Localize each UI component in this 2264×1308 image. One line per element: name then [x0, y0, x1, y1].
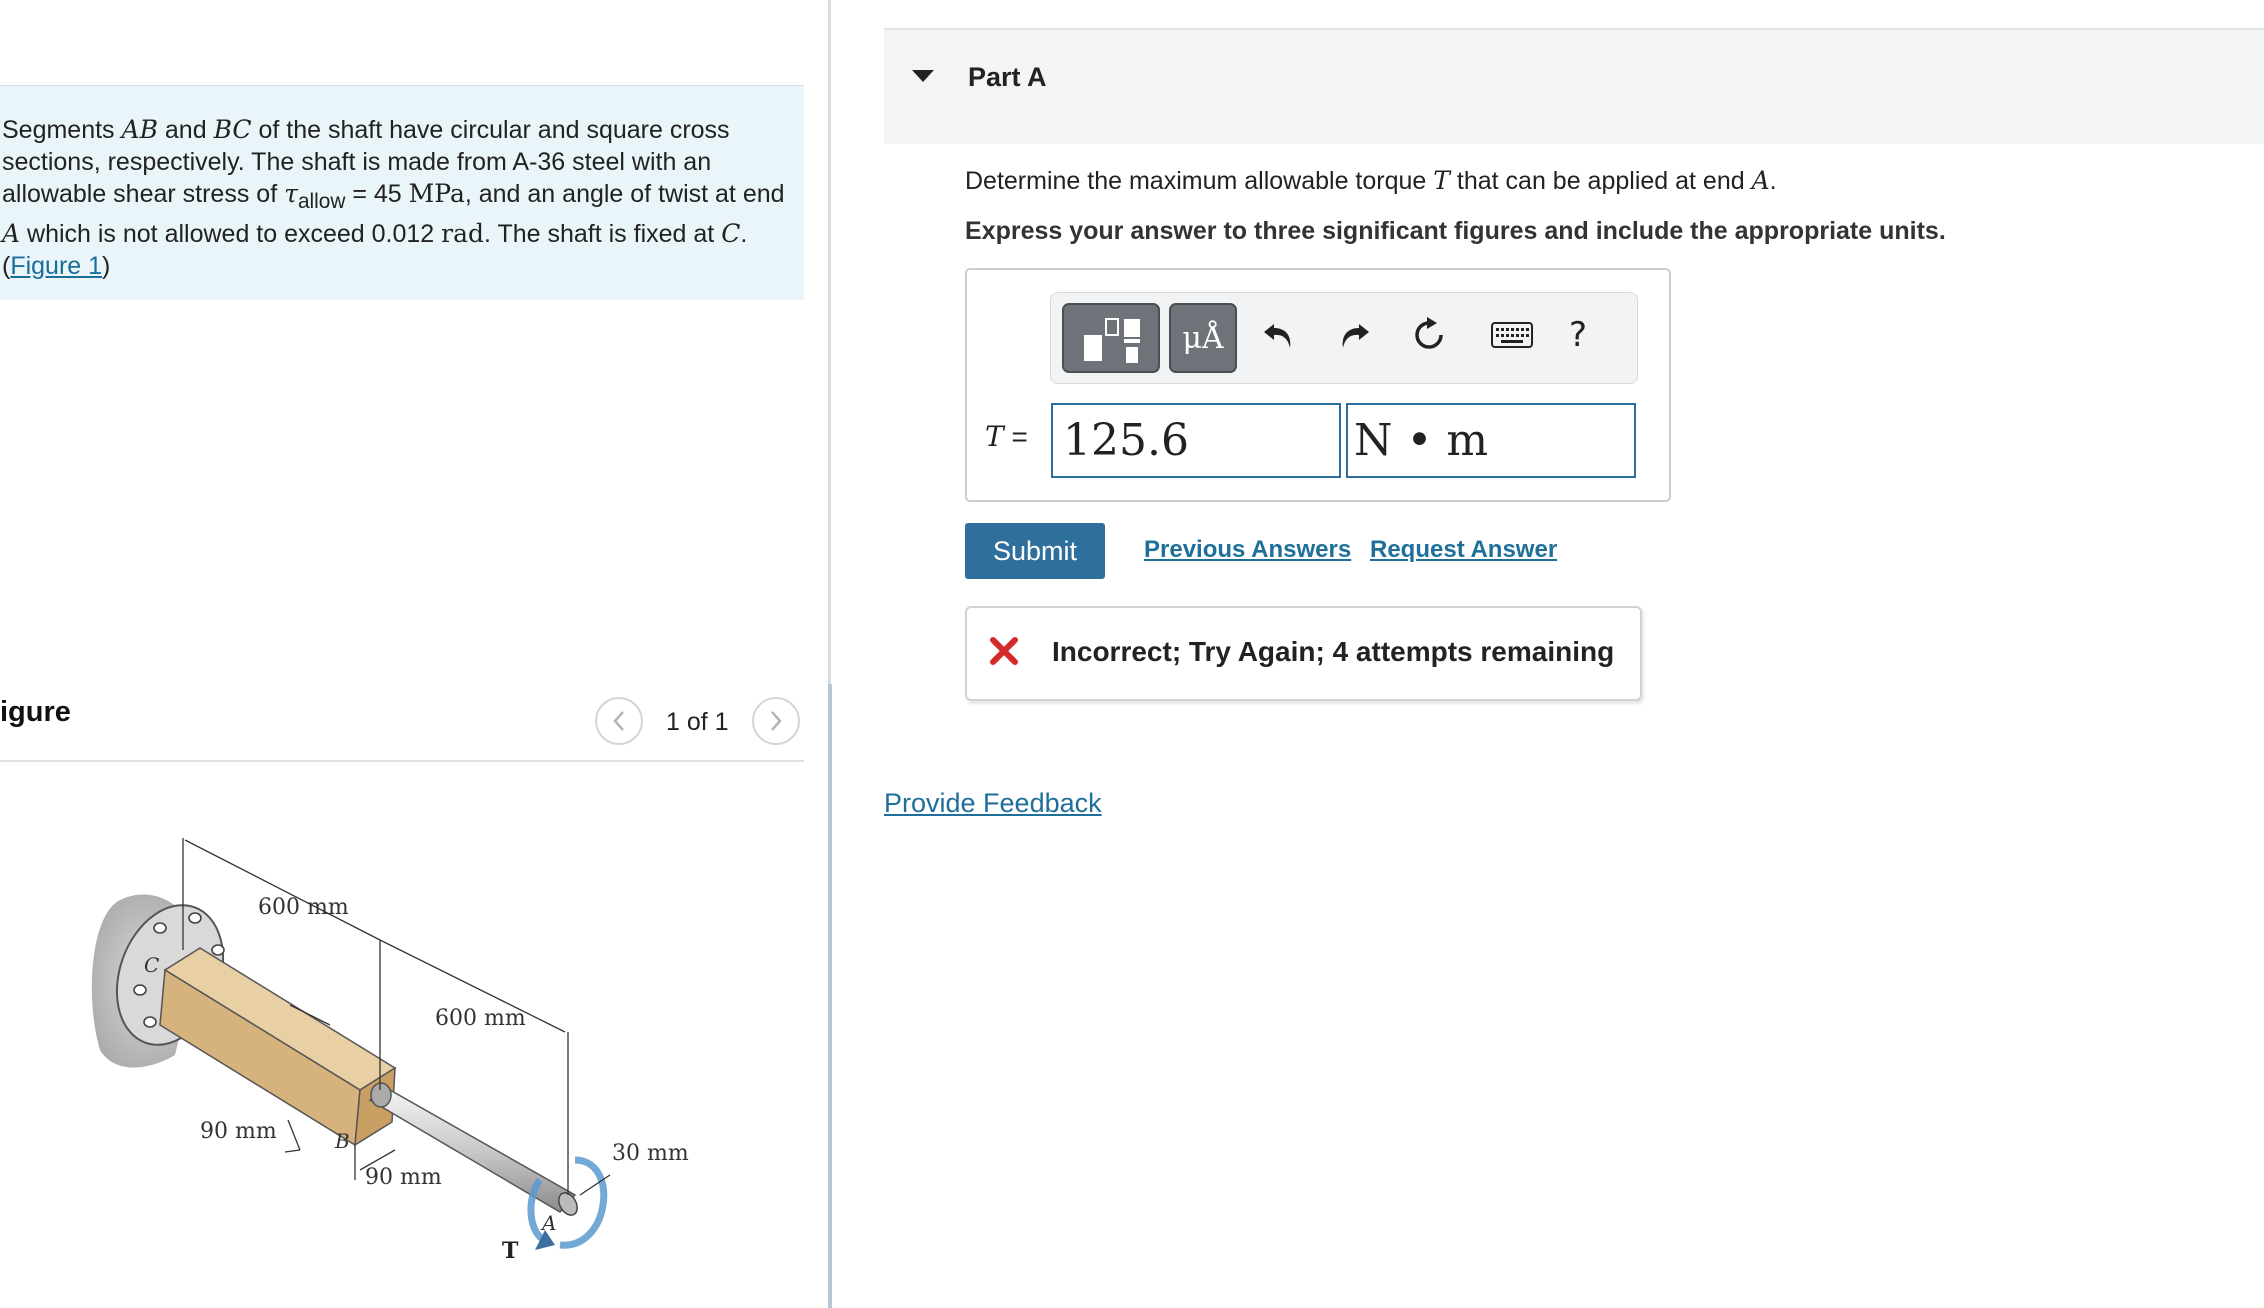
var-tau-subscript: allow — [297, 190, 346, 213]
previous-answers-link[interactable]: Previous Answers — [1144, 536, 1352, 563]
shaft-figure — [0, 800, 760, 1280]
var-A: A — [2, 219, 21, 248]
chevron-left-icon — [610, 709, 628, 733]
keyboard-button[interactable] — [1484, 315, 1540, 355]
submit-button[interactable]: Submit — [965, 523, 1105, 579]
answer-value-input[interactable]: 125.6 — [1051, 403, 1341, 478]
next-figure-button[interactable] — [752, 697, 800, 745]
figure-counter: 1 of 1 — [666, 708, 729, 736]
problem-text-segment: which is not allowed to exceed 0.012 — [20, 220, 442, 248]
part-a-header[interactable] — [884, 30, 2264, 144]
reset-icon — [1411, 317, 1447, 353]
question-segment: . — [1769, 167, 1777, 195]
undo-icon — [1262, 320, 1296, 350]
answer-instruction: Express your answer to three significant figures and include the appropriate units. — [965, 217, 1946, 245]
redo-button[interactable] — [1334, 315, 1374, 355]
var-BC: BC — [213, 115, 252, 144]
problem-text-segment: = 45 — [345, 180, 409, 208]
problem-text-segment: ) — [102, 252, 111, 280]
problem-text-segment: , and an angle of twist at end — [464, 180, 785, 208]
var-AB: AB — [121, 115, 158, 144]
dim-label-4: 90 mm — [365, 1165, 442, 1190]
keyboard-icon — [1491, 322, 1533, 348]
question-segment: that can be applied at end — [1449, 167, 1752, 195]
dim-label-2: 600 mm — [435, 1006, 526, 1031]
column-divider-scroll[interactable] — [828, 684, 832, 1308]
templates-icon — [1064, 305, 1158, 371]
torque-label-T: T — [502, 1238, 519, 1264]
chevron-right-icon — [767, 709, 785, 733]
problem-text-segment: and — [157, 116, 214, 144]
problem-statement-panel — [0, 85, 804, 300]
redo-icon — [1337, 320, 1371, 350]
undo-button[interactable] — [1259, 315, 1299, 355]
var-tau: τ — [284, 179, 298, 208]
dim-label-5: 30 mm — [612, 1141, 689, 1166]
unit-rad: rad — [441, 219, 485, 248]
answer-variable-label — [985, 420, 1028, 453]
point-label-B: B — [335, 1129, 350, 1153]
problem-text-segment: . The shaft is fixed at — [484, 220, 722, 248]
feedback-text: Incorrect; Try Again; 4 attempts remaining — [1052, 636, 1615, 667]
part-title: Part A — [968, 62, 1047, 92]
question-var-A: A — [1751, 166, 1770, 195]
point-label-A: A — [542, 1211, 557, 1235]
provide-feedback-link[interactable]: Provide Feedback — [884, 788, 1102, 818]
feedback-message-box — [965, 606, 1642, 701]
question-segment: Determine the maximum allowable torque — [965, 167, 1434, 195]
answer-var-T: T — [985, 420, 1004, 453]
problem-text-segment: . ( — [2, 220, 748, 280]
question-var-T: T — [1433, 166, 1450, 195]
figure-link[interactable]: Figure 1 — [10, 252, 103, 280]
equals-sign: = — [1003, 421, 1028, 452]
units-button[interactable]: μÅ — [1169, 303, 1237, 373]
collapse-caret-icon[interactable] — [912, 70, 934, 82]
dim-label-3: 90 mm — [200, 1119, 277, 1144]
dim-label-1: 600 mm — [258, 895, 349, 920]
figure-divider — [0, 760, 804, 762]
incorrect-x-icon — [989, 636, 1019, 666]
problem-text-segment: Segments — [2, 116, 122, 144]
var-C: C — [721, 219, 741, 248]
unit-mpa: MPa — [408, 179, 465, 208]
answer-unit-input[interactable]: N • m — [1346, 403, 1636, 478]
request-answer-link[interactable]: Request Answer — [1370, 536, 1558, 563]
templates-button[interactable] — [1062, 303, 1160, 373]
math-toolbar — [1050, 292, 1638, 384]
help-button[interactable]: ? — [1568, 315, 1588, 355]
question-text — [965, 166, 1777, 196]
problem-text — [2, 114, 792, 282]
circular-segment — [370, 1090, 575, 1212]
figure-panel-title: igure — [0, 696, 71, 728]
reset-button[interactable] — [1409, 315, 1449, 355]
point-label-C: C — [144, 953, 160, 977]
previous-figure-button[interactable] — [595, 697, 643, 745]
problem-text-segment: of the shaft have circular and square cross sections, respectively. The shaft is made from A-36 steel with an allowable shear stress of — [2, 116, 730, 208]
